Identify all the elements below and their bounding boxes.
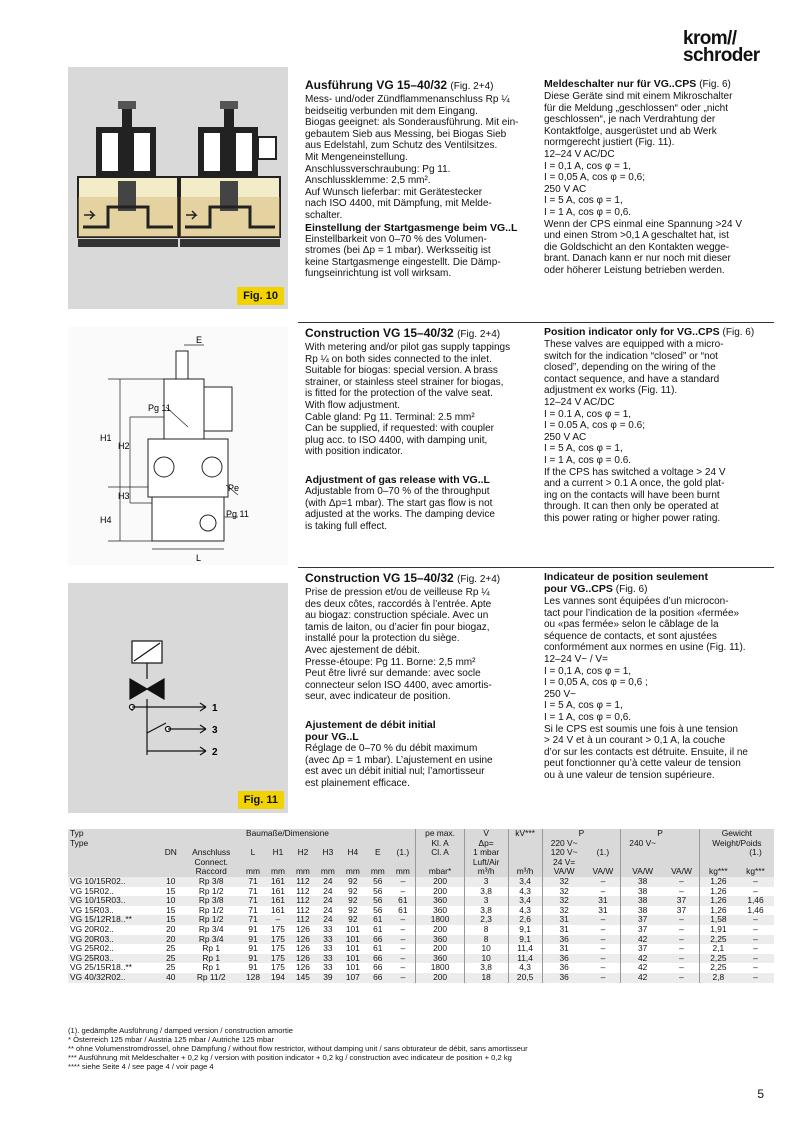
fr-right-line: Si le CPS est soumis une fois à une tension <box>544 723 738 735</box>
fr-left-line: (avec Δp = 1 mbar). L’ajustement en usine <box>305 754 493 766</box>
de-right-line: I = 5 A, cos φ = 1, <box>544 195 623 207</box>
fr-right-line: I = 0,05 A, cos φ = 0,6 ; <box>544 677 648 689</box>
en-right-line: If the CPS has switched a voltage > 24 V <box>544 466 726 478</box>
de-right-line: normgerecht justiert (Fig. 11). <box>544 137 675 149</box>
fr-left-line: Prise de pression et/ou de veilleuse Rp ¼ <box>305 587 490 598</box>
header-p: P <box>542 829 621 839</box>
table-row: VG 25/15R18..** 25 Rp 1 91 175 126 33 101 66 – 1800 3,8 4,3 36 – 42 – 2,25 – <box>70 962 758 973</box>
de-right-line: 12–24 V AC/DC <box>544 148 615 160</box>
dim-H3: H3 <box>118 491 130 501</box>
table-header-row: Connect. Luft/Air 24 V= <box>68 858 774 868</box>
fig10-panel <box>68 67 288 309</box>
fr-right-line: 250 V~ <box>544 688 576 700</box>
fr-left-line: au biogaz: construction spéciale. Avec un <box>305 610 489 622</box>
table-header-row: DN Anschluss L H1 H2 H3 H4 E (1.) Cl. A 1 mbar 120 V~ (1.) (1.) <box>68 848 774 858</box>
de-right-line: I = 0,05 A, cos φ = 0,6; <box>544 172 645 184</box>
table-header-row <box>68 829 774 839</box>
en-left-line: with position indicator. <box>305 446 403 458</box>
table-row: VG 15R03.. 15 Rp 1/2 71 161 112 24 92 56 61 360 3,8 4,3 32 31 38 37 1,26 1,46 <box>70 904 764 915</box>
en-right-line: this power rating or higher power rating. <box>544 512 721 524</box>
en-right-line: 12–24 V AC/DC <box>544 396 615 408</box>
de-right-line: die Goldschicht an den Kontakten wegge- <box>544 241 730 253</box>
en-left-line: adjusted at the works. The damping device <box>305 509 495 521</box>
table-row: VG 10/15R02.. 10 Rp 3/8 71 161 112 24 92 56 – 200 3 3,4 32 – 38 – 1,26 – <box>68 877 774 887</box>
table-row: VG 15R02.. 15 Rp 1/2 71 161 112 24 92 56 – 200 3,8 4,3 32 – 38 – 1,26 – <box>70 885 758 896</box>
fr-left-line: des deux côtes, raccordés à l’entrée. Apte <box>305 598 492 610</box>
en-left-line: With metering and/or pilot gas supply tappings <box>305 342 511 353</box>
dim-pg11-top: Pg 11 <box>148 403 171 413</box>
dim-H2: H2 <box>118 441 130 451</box>
fr-left-line: Réglage de 0–70 % du débit maximum <box>305 742 478 754</box>
kromschroder-logo <box>683 30 773 64</box>
fr-left-heading: Construction VG 15–40/32 (Fig. 2+4) <box>305 571 501 585</box>
fr-right-line: ou «pas fermée» selon le câblage de la <box>544 619 719 631</box>
fr-left-column <box>305 571 530 789</box>
fr-right-heading: pour VG..CPS (Fig. 6) <box>544 583 648 595</box>
de-left-subheading: Einstellung der Startgasmenge beim VG..L <box>305 221 518 234</box>
de-left-line: Auf Wunsch lieferbar: mit Gerätestecker <box>305 186 483 198</box>
en-right-line: ing on the contacts will have been burnt <box>544 489 720 501</box>
de-left-column <box>305 78 530 280</box>
en-left-line: Suitable for biogas: special version. A brass <box>305 365 498 377</box>
fig10-label: Fig. 10 <box>237 287 284 305</box>
de-left-line: gebautem Sieb aus Messing, bei Biogas Sieb <box>305 128 507 140</box>
table-row: VG 25R02.. 25 Rp 1 91 175 126 33 101 61 – 200 10 11,4 31 – 37 – 2,1 – <box>70 943 758 954</box>
en-right-column <box>544 326 774 525</box>
footnote: ** ohne Volumenstromdrossel, ohne Dämpfung / without flow restrictor, without damping unit / sans obturateur de débit, sans amortisseur <box>68 1044 528 1053</box>
en-left-line: Cable gland: Pg 11. Terminal: 2.5 mm² <box>305 411 475 423</box>
en-right-heading: Position indicator only for VG..CPS (Fig. 6) <box>544 326 755 338</box>
de-left-line: Anschlussverschraubung: Pg 11. <box>305 163 451 175</box>
header-kv: kV*** <box>508 829 542 839</box>
page-number: 5 <box>757 1087 764 1101</box>
fr-right-line: Les vannes sont équipées d’un microcon- <box>544 596 729 607</box>
de-left-line: Anschlussklemme: 2,5 mm². <box>305 175 431 187</box>
de-right-line: I = 1 A, cos φ = 0,6. <box>544 206 632 218</box>
fr-right-line: conformément aux normes en usine (Fig. 11). <box>544 642 746 654</box>
en-right-line: I = 5 A, cos φ = 1, <box>544 443 623 455</box>
terminal-3: 3 <box>212 725 218 736</box>
table-row: VG 15/12R18..** 15 Rp 1/2 71 – 112 24 92 61 – 1800 2,3 2,6 31 – 37 – 1,58 – <box>68 915 774 925</box>
dim-pg11-bottom: Pg 11 <box>226 509 249 519</box>
fr-right-line: 12–24 V~ / V= <box>544 653 608 665</box>
coil-stem <box>176 351 188 379</box>
fr-left-line: Peut être livré sur demande: avec socle <box>305 668 481 680</box>
fr-right-column <box>544 571 774 782</box>
en-right-line: I = 0.05 A, cos φ = 0.6; <box>544 420 645 432</box>
fr-left-line: tamis de laiton, ou d’acier fin pour biogaz, <box>305 621 490 633</box>
de-right-line: Kontaktfolge, ausgerüstet und ab Werk <box>544 125 717 137</box>
de-left-line: beidseitig verbunden mit dem Eingang. <box>305 105 478 117</box>
table-body <box>68 877 774 983</box>
footnote: **** siehe Seite 4 / see page 4 / voir page 4 <box>68 1062 214 1071</box>
en-right-line: contact sequence, and have a standard <box>544 373 720 385</box>
en-left-line: Adjustable from 0–70 % of the throughput <box>305 485 490 497</box>
fr-left-subheading: pour VG..L <box>305 730 359 743</box>
table-header-row: Raccord mm mm mm mm mm mm mm mbar* m³/h m³/h VA/W VA/W VA/W VA/W kg*** kg*** <box>68 867 774 877</box>
header-typ: Typ <box>70 828 84 838</box>
fig11-panel <box>68 583 288 813</box>
table-row: VG 25R03.. 25 Rp 1 91 175 126 33 101 66 – 360 10 11,4 36 – 42 – 2,25 – <box>68 954 774 964</box>
en-left-heading: Construction VG 15–40/32 (Fig. 2+4) <box>305 326 501 340</box>
footnote: * Österreich 125 mbar / Austria 125 mbar / Autriche 125 mbar <box>68 1035 274 1044</box>
dim-E: E <box>196 335 203 345</box>
de-left-line: Einstellbarkeit von 0–70 % des Volumen- <box>305 233 487 245</box>
header-dimensions: Baumaße/Dimensione <box>246 828 329 838</box>
en-left-line: strainer, or stainless steel strainer for biogas, <box>305 376 504 388</box>
de-right-heading: Meldeschalter nur für VG..CPS (Fig. 6) <box>544 78 731 90</box>
dim-L: L <box>196 553 202 563</box>
valve-section-right <box>180 101 280 247</box>
de-left-line: aus Edelstahl, zum Schutz des Ventilsitzes. <box>305 140 498 152</box>
de-left-line: keine Startgasmenge eingestellt. Die Dämp- <box>305 256 501 268</box>
en-right-line: 250 V AC <box>544 431 587 443</box>
fr-right-line: I = 5 A, cos φ = 1, <box>544 700 623 712</box>
de-left-line: Mess- und/oder Zündflammenanschluss Rp ¼ <box>305 94 510 105</box>
valve-section-drawing <box>68 67 288 309</box>
en-left-column <box>305 326 530 532</box>
fr-left-subheading: Ajustement de débit initial <box>305 718 436 731</box>
specification-table <box>68 829 774 983</box>
table-row: VG 20R03.. 20 Rp 3/4 91 175 126 33 101 66 – 360 8 9,1 36 – 42 – 2,25 – <box>68 935 774 945</box>
de-left-line: stromes (bei Δp = 1 mbar). Werksseitig ist <box>305 245 491 257</box>
de-right-line: Wenn der CPS einmal eine Spannung >24 V <box>544 218 743 230</box>
en-left-line: is fitted for the protection of the valve seat. <box>305 388 493 400</box>
fr-left-line: seur, avec indicateur de position. <box>305 691 451 703</box>
en-left-line: plug acc. to ISO 4400, with damping unit, <box>305 434 488 446</box>
de-right-line: geschlossen“, je nach Verdrahtung der <box>544 114 716 126</box>
header-pe: pe max. <box>416 829 464 839</box>
table-row: VG 20R02.. 20 Rp 3/4 91 175 126 33 101 61 – 200 8 9,1 31 – 37 – 1,91 – <box>70 923 758 934</box>
dim-H1: H1 <box>100 433 112 443</box>
terminal-1: 1 <box>212 703 218 714</box>
terminal-2: 2 <box>212 747 218 758</box>
header-p2: P <box>621 829 700 839</box>
en-right-line: switch for the indication “closed” or “not <box>544 350 718 362</box>
dim-pe: Pe <box>228 483 240 493</box>
fr-right-line: I = 1 A, cos φ = 0,6. <box>544 711 632 723</box>
de-left-line: Biogas geeignet: als Sonderausführung. Mit ein- <box>305 117 519 129</box>
de-right-line: und einen Strom >0,1 A geschaltet hat, ist <box>544 230 729 242</box>
de-left-line: nach ISO 4400, mit Dämpfung, mit Melde- <box>305 198 492 210</box>
fr-right-line: d’or sur les contacts est détruite. Ensuite, il ne <box>544 746 748 758</box>
de-left-heading: Ausführung VG 15–40/32 (Fig. 2+4) <box>305 78 494 92</box>
en-left-line: is taking full effect. <box>305 520 388 532</box>
header-weight: Gewicht <box>699 829 774 839</box>
dimension-drawing <box>68 327 288 565</box>
fr-left-line: est plainement efficace. <box>305 777 410 789</box>
en-left-subheading: Adjustment of gas release with VG..L <box>305 473 490 486</box>
en-right-line: adjustment ex works (Fig. 11). <box>544 385 678 397</box>
valve-symbol <box>130 679 164 699</box>
en-right-line: closed”, depending on the wiring of the <box>544 362 716 374</box>
fr-right-line: I = 0,1 A, cos φ = 1, <box>544 665 632 677</box>
en-left-line: Can be supplied, if requested: with coupler <box>305 423 495 435</box>
logo-text-schroder: schroder <box>683 45 760 66</box>
fr-right-line: ou à une valeur de tension supérieure. <box>544 769 715 781</box>
de-right-line: für die Meldung „geschlossen“ oder „nicht <box>544 102 728 114</box>
logo-text-krom: krom// <box>683 28 737 49</box>
de-right-line: 250 V AC <box>544 183 587 195</box>
de-left-line: schalter. <box>305 209 343 221</box>
fr-right-heading: Indicateur de position seulement <box>544 571 708 583</box>
fr-right-line: peut fonctionner qu’à cette valeur de tension <box>544 758 741 770</box>
header-type: Type <box>70 837 89 848</box>
dim-H4: H4 <box>100 515 112 525</box>
table-row: VG 40/32R02.. 40 Rp 11/2 128 194 145 39 107 66 – 200 18 20,5 36 – 42 – 2,8 – <box>68 973 774 983</box>
fr-left-line: installé pour la protection du siège. <box>305 633 460 645</box>
fr-left-line: Avec ajestement de débit. <box>305 644 420 656</box>
de-left-line: fungseinrichtung ist voll wirksam. <box>305 268 452 280</box>
section-divider-2 <box>298 567 774 568</box>
de-right-line: brant. Danach kann er nur noch mit dieser <box>544 253 731 265</box>
valve-section-left <box>78 101 178 247</box>
en-right-line: through. It can then only be operated at <box>544 501 719 513</box>
fr-left-line: est avec un débit initial nul; l’amortisseur <box>305 766 485 778</box>
en-right-line: and a current > 0.1 A once, the gold plat- <box>544 478 725 490</box>
fr-right-line: séquence de contacts, et sont ajustées <box>544 630 717 642</box>
de-right-line: oder höherer Leistung betrieben werden. <box>544 264 725 276</box>
fig11-label: Fig. 11 <box>238 791 284 809</box>
de-right-column <box>544 78 774 277</box>
en-left-line: Rp ¼ on both sides connected to the inlet. <box>305 353 492 365</box>
footnotes <box>68 1026 528 1071</box>
header-v: V̇ <box>464 829 508 839</box>
en-left-line: With flow adjustment. <box>305 399 401 411</box>
footnote: (1). gedämpfte Ausführung / damped version / construction amortie <box>68 1026 293 1035</box>
table-header-row: Type Kl. A Δp= 220 V~ 240 V~ Weight/Poids <box>68 839 774 849</box>
section-divider-1 <box>298 322 774 323</box>
en-right-line: I = 0.1 A, cos φ = 1, <box>544 408 632 420</box>
en-left-line: (with Δp=1 mbar). The start gas flow is not <box>305 497 493 509</box>
en-right-line: I = 1 A, cos φ = 0.6. <box>544 454 632 466</box>
dimension-drawing-panel <box>68 327 288 565</box>
connector-box <box>204 387 232 431</box>
wiring-diagram <box>68 583 288 813</box>
table-row: VG 10/15R03.. 10 Rp 3/8 71 161 112 24 92 56 61 360 3 3,4 32 31 38 37 1,26 1,46 <box>68 896 774 906</box>
fr-right-line: tact pour l’indication de la position «fermée» <box>544 607 740 619</box>
fr-right-line: > 24 V et à un courant > 0,1 A, la couche <box>544 735 726 747</box>
fr-left-line: connecteur selon ISO 4400, avec amortis- <box>305 679 492 691</box>
en-right-line: These valves are equipped with a micro- <box>544 339 724 350</box>
footnote: *** Ausführung mit Meldeschalter + 0,2 kg / version with position indicator + 0,2 kg / construction avec indicateur de position + 0,2 kg <box>68 1053 512 1062</box>
de-right-line: Diese Geräte sind mit einem Mikroschalter <box>544 91 733 102</box>
de-right-line: I = 0,1 A, cos φ = 1, <box>544 160 632 172</box>
de-left-line: Mit Mengeneinstellung. <box>305 151 408 163</box>
fr-left-line: Presse-étoupe: Pg 11. Borne: 2,5 mm² <box>305 656 476 668</box>
